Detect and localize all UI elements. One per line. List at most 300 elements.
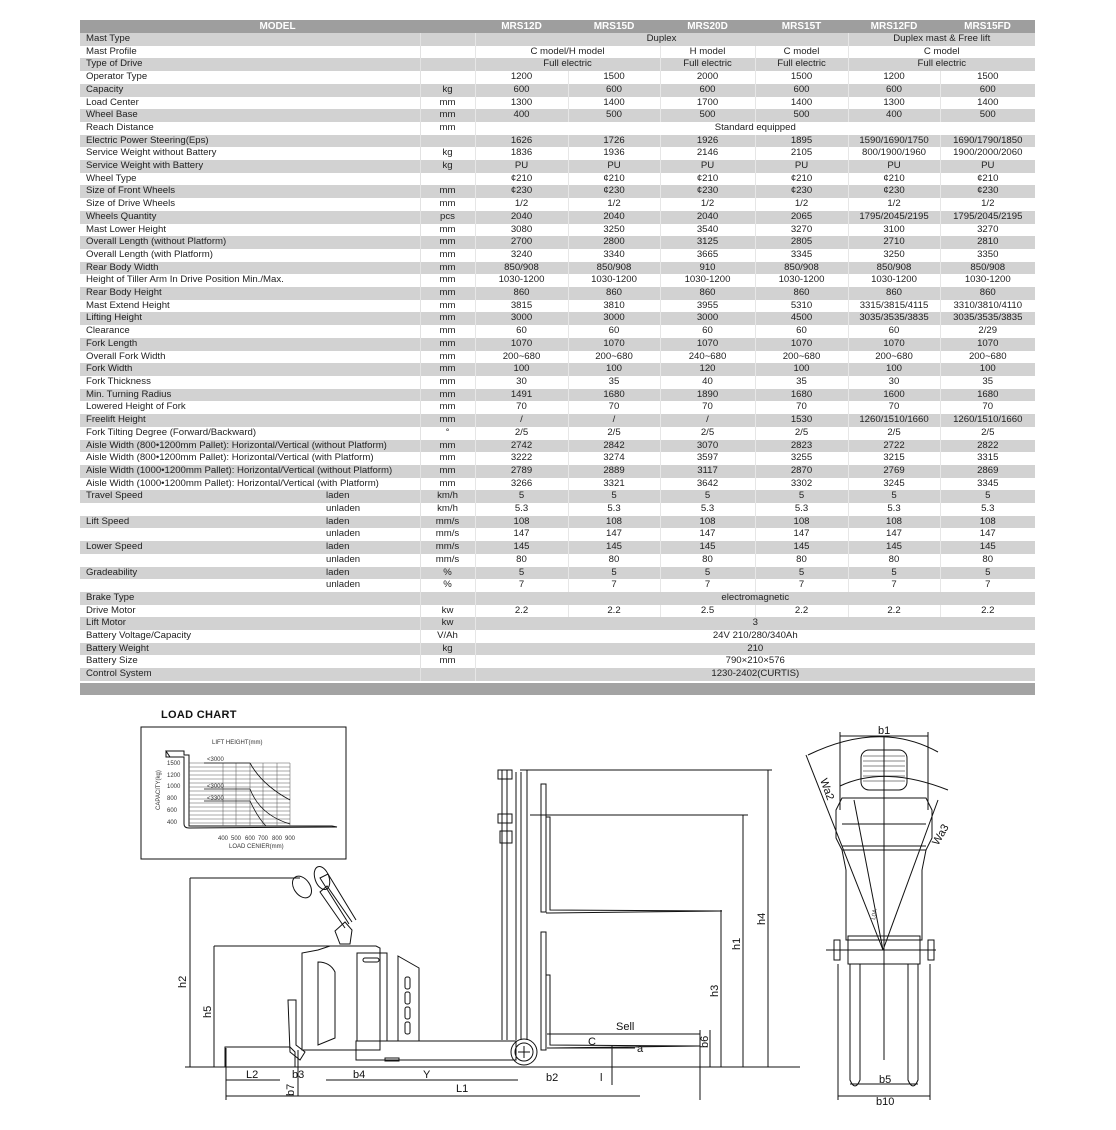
table-row [80,401,1035,414]
table-row [80,516,1035,529]
row-label: Lowered Height of Fork [80,401,420,414]
table-row [80,427,1035,440]
cell-value: 1260/1510/1660 [940,414,1035,427]
cell-value: 400 [848,109,940,122]
model-name: MRS12FD [848,20,940,33]
cell-value: 3815 [475,300,568,313]
dim-label: b2 [546,1072,559,1084]
table-row [80,33,1035,46]
cell-value: 3345 [755,249,848,262]
cell-value: C model/H model [475,46,660,59]
row-unit [420,46,475,59]
dim-label: b4 [353,1069,366,1081]
dim-label: b3 [292,1069,305,1081]
row-label: Reach Distance [80,122,420,135]
dim-label: Sell [616,1021,635,1033]
table-row [80,109,1035,122]
curve-label: <3300 [207,796,224,802]
row-sublabel: laden [320,490,420,503]
row-unit: mm [420,389,475,402]
cell-value: 1900/2000/2060 [940,147,1035,160]
cell-value: 5 [568,567,660,580]
dim-label: h1 [731,937,743,950]
cell-value: 2889 [568,465,660,478]
cell-value: 2789 [475,465,568,478]
row-label: Mast Lower Height [80,224,420,237]
row-unit: % [420,567,475,580]
table-row [80,630,1035,643]
cell-value: 1/2 [940,198,1035,211]
cell-value: 3321 [568,478,660,491]
cell-value: PU [568,160,660,173]
cell-value: 1795/2045/2195 [940,211,1035,224]
cell-value: 3270 [755,224,848,237]
cell-value: 850/908 [475,262,568,275]
table-row [80,567,1035,580]
cell-value: Duplex mast & Free lift [848,33,1035,46]
cell-value: 2040 [475,211,568,224]
row-label: Aisle Width (1000•1200mm Pallet): Horizontal/Vertical (without Platform) [80,465,420,478]
cell-value: 3117 [660,465,755,478]
load-chart-fork [166,751,337,828]
cell-value: 3266 [475,478,568,491]
cell-value: 200~680 [940,351,1035,364]
row-label [80,503,320,516]
cell-value: 1936 [568,147,660,160]
cell-value: ¢210 [568,173,660,186]
table-row [80,185,1035,198]
dim-label: b5 [879,1074,892,1086]
cell-value: Full electric [755,58,848,71]
row-label: Mast Type [80,33,420,46]
row-unit: mm [420,325,475,338]
model-name: MRS15D [568,20,660,33]
model-name: MRS15FD [940,20,1035,33]
y-tick-label: 1000 [167,784,181,790]
row-unit: mm [420,249,475,262]
cell-value: 600 [755,84,848,97]
cell-value: Full electric [475,58,660,71]
row-label: Battery Size [80,655,420,668]
table-row [80,605,1035,618]
table-row [80,617,1035,630]
cell-value: 2000 [660,71,755,84]
row-label [80,528,320,541]
cell-value: 3350 [940,249,1035,262]
row-unit: kw [420,617,475,630]
cell-value: 500 [755,109,848,122]
cell-value: ¢230 [940,185,1035,198]
dim-label: l [600,1072,603,1084]
cell-value: 1530 [755,414,848,427]
cell-value: 108 [848,516,940,529]
dim-label: L2 [246,1069,259,1081]
cell-value: 80 [848,554,940,567]
cell-value: / [475,414,568,427]
dim-label: h4 [756,912,768,925]
cell-value: 500 [568,109,660,122]
cell-value: 2700 [475,236,568,249]
cell-value: 800/1900/1960 [848,147,940,160]
cell-value: 147 [568,528,660,541]
cell-value: 2.2 [940,605,1035,618]
load-chart-x-label: LOAD CENIER(mm) [229,844,284,850]
cell-value: 3270 [940,224,1035,237]
cell-value: PU [475,160,568,173]
cell-value: 145 [755,541,848,554]
row-unit: ° [420,427,475,440]
row-unit: mm [420,198,475,211]
table-row [80,668,1035,681]
row-unit: mm [420,274,475,287]
cell-value: 850/908 [568,262,660,275]
row-unit: mm [420,351,475,364]
cell-value: 1700 [660,97,755,110]
cell-value: 1200 [475,71,568,84]
cell-value: 3255 [755,452,848,465]
row-sublabel: unladen [320,554,420,567]
cell-value: 1836 [475,147,568,160]
cell-value: 1030-1200 [568,274,660,287]
dim-label: b10 [876,1096,895,1108]
row-unit: mm [420,338,475,351]
dim-label: h3 [709,984,721,997]
cell-value: 5.3 [940,503,1035,516]
row-unit: % [420,579,475,592]
cell-value: 70 [660,401,755,414]
row-unit: mm [420,440,475,453]
cell-value: 35 [940,376,1035,389]
cell-value: 70 [848,401,940,414]
cell-value: 5 [568,490,660,503]
row-label: Freelift Height [80,414,420,427]
cell-value: 70 [940,401,1035,414]
row-label: Drive Motor [80,605,420,618]
row-unit: mm [420,262,475,275]
cell-value: 600 [848,84,940,97]
table-row [80,300,1035,313]
cell-value: 30 [475,376,568,389]
table-row [80,71,1035,84]
cell-value: 30 [848,376,940,389]
cell-value: ¢230 [755,185,848,198]
cell-value: PU [755,160,848,173]
cell-value: 240~680 [660,351,755,364]
y-tick-label: 600 [167,808,178,814]
cell-value: 200~680 [475,351,568,364]
model-name: MRS15T [755,20,848,33]
y-tick-label: 1200 [167,773,181,779]
capacity-curve [250,801,266,826]
table-row [80,249,1035,262]
y-tick-label: 800 [167,796,178,802]
cell-value: 5310 [755,300,848,313]
cell-value: 1500 [755,71,848,84]
row-unit: km/h [420,503,475,516]
cell-value: 5.3 [848,503,940,516]
cell-value: 2146 [660,147,755,160]
cell-value: 4500 [755,312,848,325]
cell-value: 2/29 [940,325,1035,338]
cell-value: 5 [755,567,848,580]
cell-value: 790×210×576 [475,655,1035,668]
cell-value: 147 [755,528,848,541]
row-sublabel: unladen [320,528,420,541]
row-unit: kg [420,147,475,160]
cell-value: 500 [940,109,1035,122]
row-unit: mm/s [420,516,475,529]
cell-value: ¢230 [568,185,660,198]
cell-value: 60 [755,325,848,338]
cell-value: 2722 [848,440,940,453]
dim-label: Y [423,1069,431,1081]
row-unit [420,668,475,681]
cell-value: 3340 [568,249,660,262]
cell-value: 2105 [755,147,848,160]
row-unit: mm [420,478,475,491]
cell-value: 2769 [848,465,940,478]
cell-value: 2710 [848,236,940,249]
cell-value: 2065 [755,211,848,224]
x-tick-label: 500 [231,836,242,842]
cell-value: 3955 [660,300,755,313]
cell-value: 3000 [568,312,660,325]
cell-value: PU [848,160,940,173]
cell-value: 145 [848,541,940,554]
cell-value: 3302 [755,478,848,491]
y-tick-label: 1500 [167,761,181,767]
row-label: Load Center [80,97,420,110]
row-unit: mm [420,376,475,389]
cell-value: 860 [475,287,568,300]
cell-value: 2.2 [755,605,848,618]
table-row [80,363,1035,376]
dim-label: Wa3 [930,822,952,848]
row-label: Service Weight without Battery [80,147,420,160]
row-unit: kg [420,643,475,656]
curve-label: <3000 [207,784,224,790]
cell-value: 80 [475,554,568,567]
cell-value: 3665 [660,249,755,262]
cell-value: 1491 [475,389,568,402]
row-label [80,579,320,592]
table-row [80,46,1035,59]
row-label: Rear Body Width [80,262,420,275]
table-row [80,592,1035,605]
table-row [80,160,1035,173]
cell-value: 2805 [755,236,848,249]
row-label: Gradeability [80,567,320,580]
cell-value: 2.2 [568,605,660,618]
cell-value: 100 [755,363,848,376]
cell-value: 1890 [660,389,755,402]
cell-value: 400 [475,109,568,122]
cell-value: 80 [940,554,1035,567]
row-sublabel: unladen [320,579,420,592]
cell-value: 1030-1200 [660,274,755,287]
cell-value: 2/5 [475,427,568,440]
cell-value: 108 [755,516,848,529]
cell-value: 1070 [755,338,848,351]
capacity-curve [250,763,290,800]
row-label: Min. Turning Radius [80,389,420,402]
load-chart-title: LOAD CHART [161,709,237,721]
cell-value: 80 [660,554,755,567]
cell-value: 7 [475,579,568,592]
table-row [80,173,1035,186]
row-label: Lift Motor [80,617,420,630]
row-label: Clearance [80,325,420,338]
row-label: Lifting Height [80,312,420,325]
cell-value: 3240 [475,249,568,262]
cell-value: 7 [660,579,755,592]
table-row [80,198,1035,211]
row-sublabel: laden [320,516,420,529]
y-tick-label: 400 [167,820,178,826]
row-label: Fork Thickness [80,376,420,389]
row-label: Aisle Width (800•1200mm Pallet): Horizontal/Vertical (with Platform) [80,452,420,465]
load-chart-grid [189,763,290,826]
cell-value: 1300 [848,97,940,110]
row-label: Mast Extend Height [80,300,420,313]
cell-value: 1/2 [660,198,755,211]
cell-value: 1926 [660,135,755,148]
row-unit [420,135,475,148]
cell-value: 5.3 [568,503,660,516]
cell-value: 1680 [755,389,848,402]
cell-value: 40 [660,376,755,389]
cell-value: 1500 [568,71,660,84]
cell-value: Full electric [848,58,1035,71]
cell-value: 145 [475,541,568,554]
row-unit: mm [420,185,475,198]
cell-value: 60 [475,325,568,338]
row-label: Battery Weight [80,643,420,656]
cell-value: Standard equipped [475,122,1035,135]
cell-value: 2/5 [848,427,940,440]
cell-value: 100 [848,363,940,376]
cell-value: 860 [755,287,848,300]
dim-label: h5 [202,1005,214,1018]
row-unit: mm [420,465,475,478]
row-unit: mm [420,300,475,313]
cell-value: 2870 [755,465,848,478]
cell-value: 1070 [660,338,755,351]
cell-value: ¢210 [475,173,568,186]
cell-value: 1680 [940,389,1035,402]
cell-value: 860 [848,287,940,300]
cell-value: 60 [848,325,940,338]
cell-value: 3597 [660,452,755,465]
row-label: Rear Body Height [80,287,420,300]
cell-value: ¢230 [848,185,940,198]
dim-label: a [637,1043,644,1055]
spec-table [80,20,1035,681]
cell-value: 3100 [848,224,940,237]
table-row [80,389,1035,402]
cell-value: 3125 [660,236,755,249]
cell-value: 2/5 [755,427,848,440]
cell-value: / [568,414,660,427]
cell-value: 3642 [660,478,755,491]
cell-value: 1030-1200 [475,274,568,287]
table-row [80,236,1035,249]
cell-value: 5.3 [660,503,755,516]
row-unit: mm [420,236,475,249]
cell-value: 1/2 [848,198,940,211]
load-chart-frame [141,727,346,859]
row-label: Mast Profile [80,46,420,59]
cell-value: 3315 [940,452,1035,465]
cell-value: 60 [568,325,660,338]
dim-label: b6 [699,1035,711,1048]
table-row [80,528,1035,541]
row-unit: pcs [420,211,475,224]
row-label: Overall Length (without Platform) [80,236,420,249]
cell-value: 100 [475,363,568,376]
cell-value: 600 [475,84,568,97]
table-row [80,465,1035,478]
table-row [80,376,1035,389]
row-unit: mm [420,312,475,325]
row-unit: mm [420,287,475,300]
cell-value: 200~680 [568,351,660,364]
row-label: Wheels Quantity [80,211,420,224]
cell-value: ¢210 [940,173,1035,186]
cell-value: 5.3 [475,503,568,516]
cell-value: 1400 [755,97,848,110]
cell-value: 1260/1510/1660 [848,414,940,427]
cell-value: 108 [940,516,1035,529]
row-label: Service Weight with Battery [80,160,420,173]
cell-value: 1070 [848,338,940,351]
table-row [80,490,1035,503]
cell-value: 2.2 [848,605,940,618]
row-label: Aisle Width (1000•1200mm Pallet): Horizontal/Vertical (with Platform) [80,478,420,491]
cell-value: 120 [660,363,755,376]
cell-value: 147 [660,528,755,541]
dim-label: h2 [177,975,189,988]
cell-value: 5 [848,567,940,580]
cell-value: 2842 [568,440,660,453]
dim-label: L1 [456,1083,469,1095]
cell-value: 24V 210/280/340Ah [475,630,1035,643]
table-row [80,541,1035,554]
table-row [80,122,1035,135]
row-unit: mm [420,109,475,122]
cell-value: 1200 [848,71,940,84]
cell-value: 5 [940,490,1035,503]
cell-value: 850/908 [848,262,940,275]
cell-value: 5.3 [755,503,848,516]
row-unit: mm [420,363,475,376]
dim-label: Wa2 [817,776,837,802]
cell-value: 3310/3810/4110 [940,300,1035,313]
row-label: Size of Drive Wheels [80,198,420,211]
table-row [80,84,1035,97]
table-row [80,147,1035,160]
cell-value: 1070 [940,338,1035,351]
cell-value: 600 [660,84,755,97]
table-row [80,325,1035,338]
cell-value: 35 [755,376,848,389]
cell-value: 80 [568,554,660,567]
cell-value: 147 [475,528,568,541]
cell-value: 5 [475,490,568,503]
cell-value: 3274 [568,452,660,465]
row-unit: kw [420,605,475,618]
row-unit [420,71,475,84]
